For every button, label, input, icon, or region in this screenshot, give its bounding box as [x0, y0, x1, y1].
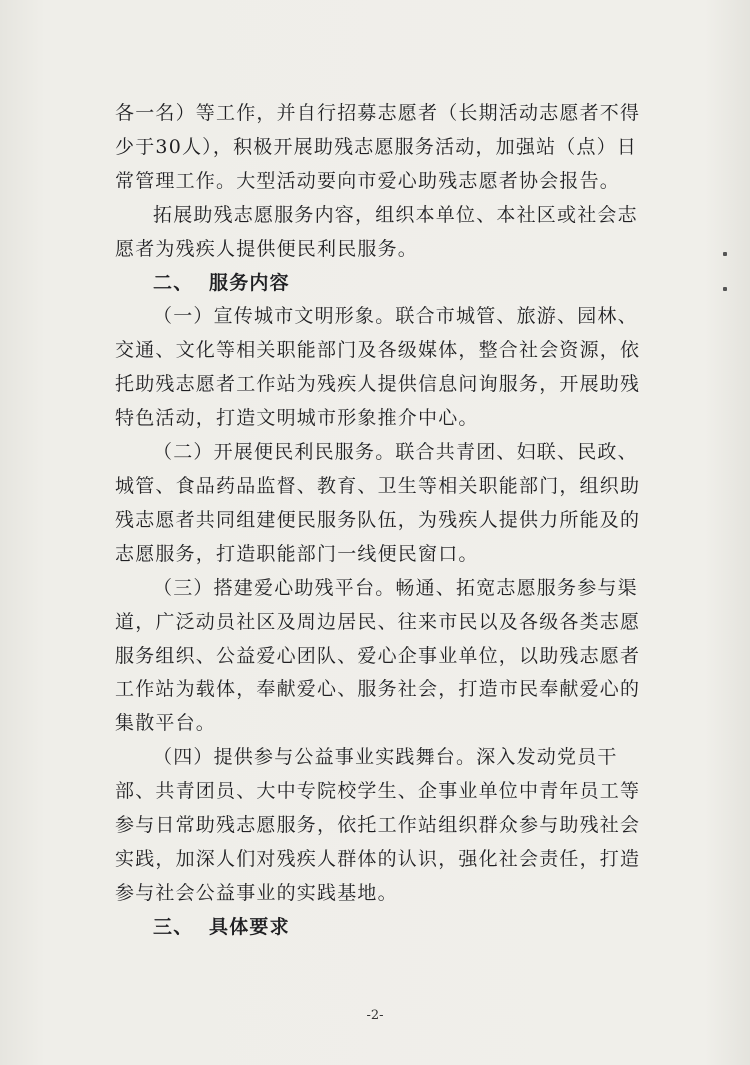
- list-item: （一）宣传城市文明形象。联合市城管、旅游、园林、交通、文化等相关职能部门及各级媒体，整合社会资源，依托助残志愿者工作站为残疾人提供信息问询服务，开展助残特色活动，打造文明城市形象推介中心。: [115, 305, 641, 430]
- section-number: 二、: [153, 271, 194, 294]
- section-number: 三、: [153, 915, 194, 938]
- section-title: 服务内容: [209, 271, 290, 294]
- list-item: （三）搭建爱心助残平台。畅通、拓宽志愿服务参与渠道，广泛动员社区及周边居民、往来市民以及各级各类志愿服务组织、公益爱心团队、爱心企事业单位，以助残志愿者工作站为载体，奉献爱心、服务社会，打造市民奉献爱心的集散平台。: [115, 576, 641, 735]
- paragraph: 拓展助残志愿服务内容，组织本单位、本社区或社会志愿者为残疾人提供便民利民服务。: [115, 203, 638, 260]
- section-heading-3: [153, 911, 655, 945]
- binding-hole-mark: [723, 252, 727, 256]
- paragraph: 各一名）等工作，并自行招募志愿者（长期活动志愿者不得少于30人），积极开展助残志愿服务活动，加强站（点）日常管理工作。大型活动要向市爱心助残志愿者协会报告。: [115, 102, 641, 192]
- binding-hole-mark: [723, 287, 727, 291]
- section-heading-2: [153, 267, 655, 301]
- list-item: （二）开展便民利民服务。联合共青团、妇联、民政、城管、食品药品监督、教育、卫生等相关职能部门，组织助残志愿者共同组建便民服务队伍，为残疾人提供力所能及的志愿服务，打造职能部门一线便民窗口。: [115, 441, 641, 565]
- page-number: -2-: [366, 1008, 384, 1023]
- section-title: 具体要求: [209, 915, 290, 938]
- document-body: [115, 97, 655, 945]
- list-item: （四）提供参与公益事业实践舞台。深入发动党员干部、共青团员、大中专院校学生、企事业单位中青年员工等参与日常助残志愿服务，依托工作站组织群众参与助残社会实践，加深人们对残疾人群体的认识，强化社会责任，打造参与社会公益事业的实践基地。: [115, 746, 641, 904]
